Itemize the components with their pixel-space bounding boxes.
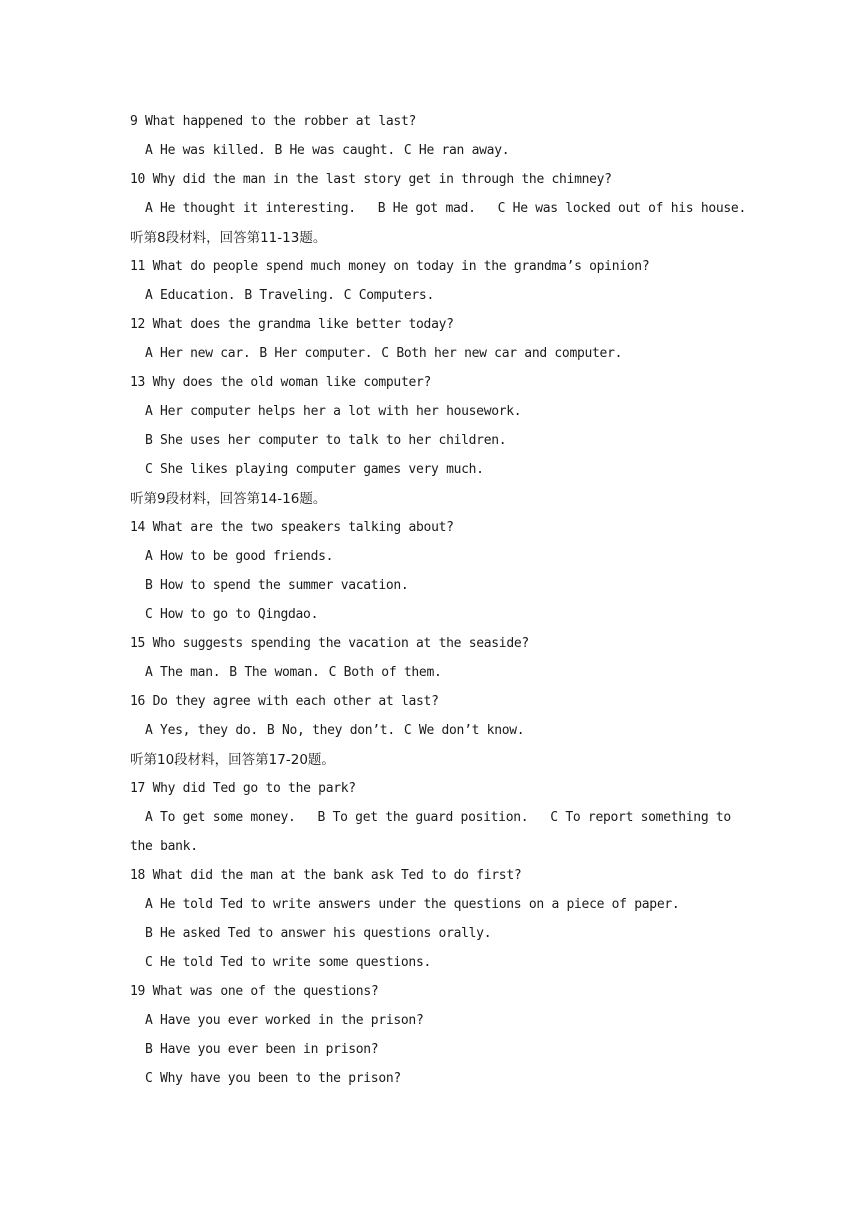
option-a: A Education. xyxy=(145,288,236,303)
question-9: 9 What happened to the robber at last? xyxy=(130,114,417,129)
section-heading-10: 听第10段材料，回答第17-20题。 xyxy=(130,752,335,768)
question-9-options xyxy=(130,140,740,169)
option-a: A He thought it interesting. xyxy=(145,201,356,216)
option-a: A He told Ted to write answers under the questions on a piece of paper. xyxy=(145,897,680,912)
option-c: C He was locked out of his house. xyxy=(497,201,746,216)
option-a: A The man. xyxy=(145,665,221,680)
option-b: B Her computer. xyxy=(259,346,373,361)
option-b: B He asked Ted to answer his questions orally. xyxy=(145,926,492,941)
option-b: B To get the guard position. xyxy=(317,810,529,825)
option-c: C To report something to xyxy=(550,810,731,825)
option-c: C He told Ted to write some questions. xyxy=(145,955,432,970)
section-heading-9: 听第9段材料，回答第14-16题。 xyxy=(130,491,327,507)
question-17-options xyxy=(130,807,740,836)
section-heading-8: 听第8段材料，回答第11-13题。 xyxy=(130,230,327,246)
question-12: 12 What does the grandma like better today? xyxy=(130,317,454,332)
option-b: B He got mad. xyxy=(377,201,476,216)
question-11-options xyxy=(130,285,740,314)
question-12-options xyxy=(130,343,740,372)
option-c: C Why have you been to the prison? xyxy=(145,1071,401,1086)
question-15: 15 Who suggests spending the vacation at the seaside? xyxy=(130,636,529,651)
option-b: B The woman. xyxy=(229,665,320,680)
option-b: B He was caught. xyxy=(274,143,395,158)
option-b: B Have you ever been in prison? xyxy=(145,1042,379,1057)
option-a: A Her new car. xyxy=(145,346,251,361)
option-c: C Computers. xyxy=(343,288,434,303)
option-c: C She likes playing computer games very much. xyxy=(145,462,484,477)
question-16-options xyxy=(130,720,740,749)
option-b: B Traveling. xyxy=(244,288,335,303)
option-a: A Have you ever worked in the prison? xyxy=(145,1013,424,1028)
option-a: A How to be good friends. xyxy=(145,549,334,564)
option-c: C How to go to Qingdao. xyxy=(145,607,319,622)
question-11: 11 What do people spend much money on today in the grandma’s opinion? xyxy=(130,259,650,274)
question-13: 13 Why does the old woman like computer? xyxy=(130,375,432,390)
question-19: 19 What was one of the questions? xyxy=(130,984,379,999)
question-17: 17 Why did Ted go to the park? xyxy=(130,781,356,796)
question-10-options xyxy=(130,198,746,227)
option-b: B She uses her computer to talk to her children. xyxy=(145,433,507,448)
option-c: C Both of them. xyxy=(328,665,442,680)
option-b: B How to spend the summer vacation. xyxy=(145,578,409,593)
option-c: C Both her new car and computer. xyxy=(381,346,623,361)
option-a: A He was killed. xyxy=(145,143,266,158)
question-15-options xyxy=(130,662,740,691)
question-list xyxy=(130,111,746,1097)
option-a: A To get some money. xyxy=(145,810,296,825)
question-10: 10 Why did the man in the last story get in through the chimney? xyxy=(130,172,612,187)
option-c: C We don’t know. xyxy=(403,723,525,738)
option-a: A Her computer helps her a lot with her housework. xyxy=(145,404,522,419)
option-a: A Yes, they do. xyxy=(145,723,258,738)
question-14: 14 What are the two speakers talking about? xyxy=(130,520,454,535)
option-c-continuation: the bank. xyxy=(130,839,198,854)
question-16: 16 Do they agree with each other at last? xyxy=(130,694,439,709)
option-c: C He ran away. xyxy=(403,143,510,158)
question-18: 18 What did the man at the bank ask Ted to do first? xyxy=(130,868,522,883)
option-b: B No, they don’t. xyxy=(266,723,395,738)
